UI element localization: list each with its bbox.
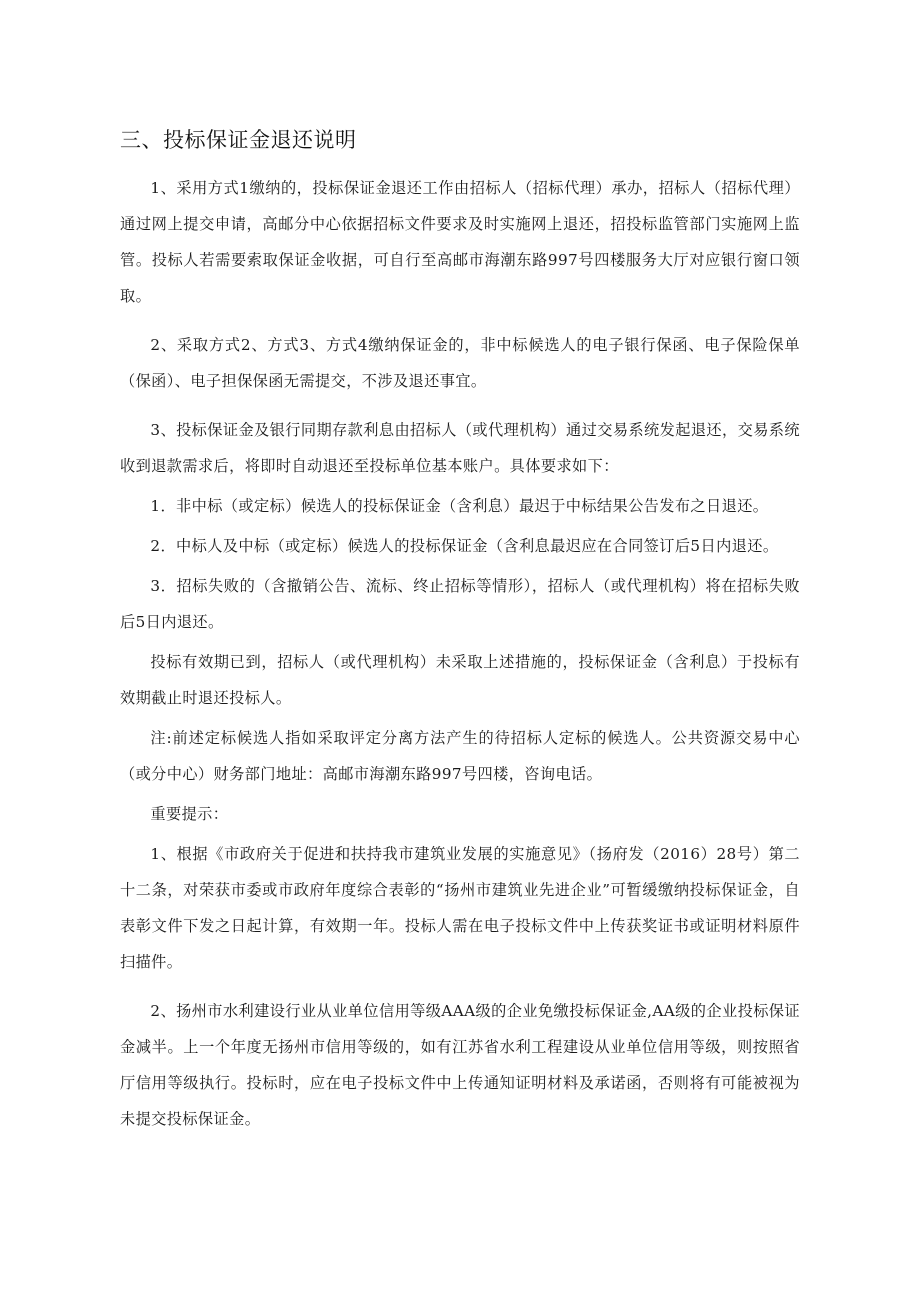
- paragraph-rule-2: 2．中标人及中标（或定标）候选人的投标保证金（含利息最迟应在合同签订后5日内退还。: [150, 537, 779, 555]
- paragraph-important-1: 1、根据《市政府关于促进和扶持我市建筑业发展的实施意见》（扬府发（2016）28号）第二十二条，对荣获市委或市政府年度综合表彰的“扬州市建筑业先进企业”可暂缓缴纳投标保证金，自表彰文件下发之日起计算，有效期一年。投标人需在电子投标文件中上传获奖证书或证明材料原件扫描件。: [120, 845, 800, 971]
- paragraph-validity-expiry: 投标有效期已到，招标人（或代理机构）未采取上述措施的，投标保证金（含利息）于投标有效期截止时退还投标人。: [120, 653, 800, 707]
- paragraph-methods-2-3-4: 2、采取方式2、方式3、方式4缴纳保证金的，非中标候选人的电子银行保函、电子保险保单（保函）、电子担保保函无需提交，不涉及退还事宜。: [120, 336, 800, 390]
- paragraph-method-1: 1、采用方式1缴纳的，投标保证金退还工作由招标人（招标代理）承办，招标人（招标代理）通过网上提交申请，高邮分中心依据招标文件要求及时实施网上退还，招投标监管部门实施网上监管。投标人若需要索取保证金收据，可自行至高邮市海潮东路997号四楼服务大厅对应银行窗口领取。: [120, 179, 800, 305]
- paragraph-refund-process: 3、投标保证金及银行同期存款利息由招标人（或代理机构）通过交易系统发起退还，交易系统收到退款需求后，将即时自动退还至投标单位基本账户。具体要求如下：: [120, 421, 800, 475]
- document-body: [120, 170, 800, 1150]
- paragraph-rule-1: 1．非中标（或定标）候选人的投标保证金（含利息）最迟于中标结果公告发布之日退还。: [150, 497, 769, 515]
- paragraph-important-2: 2、扬州市水利建设行业从业单位信用等级AAA级的企业免缴投标保证金,AA级的企业投标保证金减半。上一个年度无扬州市信用等级的，如有江苏省水利工程建设从业单位信用等级，则按照省厅信用等级执行。投标时，应在电子投标文件中上传通知证明材料及承诺函，否则将有可能被视为未提交投标保证金。: [120, 1002, 800, 1128]
- paragraph-important-heading: 重要提示：: [150, 805, 229, 823]
- section-title: 三、投标保证金退还说明: [120, 128, 357, 152]
- paragraph-note: 注:前述定标候选人指如采取评定分离方法产生的待招标人定标的候选人。公共资源交易中心（或分中心）财务部门地址：高邮市海潮东路997号四楼，咨询电话。: [120, 729, 800, 783]
- paragraph-rule-3: 3．招标失败的（含撤销公告、流标、终止招标等情形），招标人（或代理机构）将在招标失败后5日内退还。: [120, 577, 800, 631]
